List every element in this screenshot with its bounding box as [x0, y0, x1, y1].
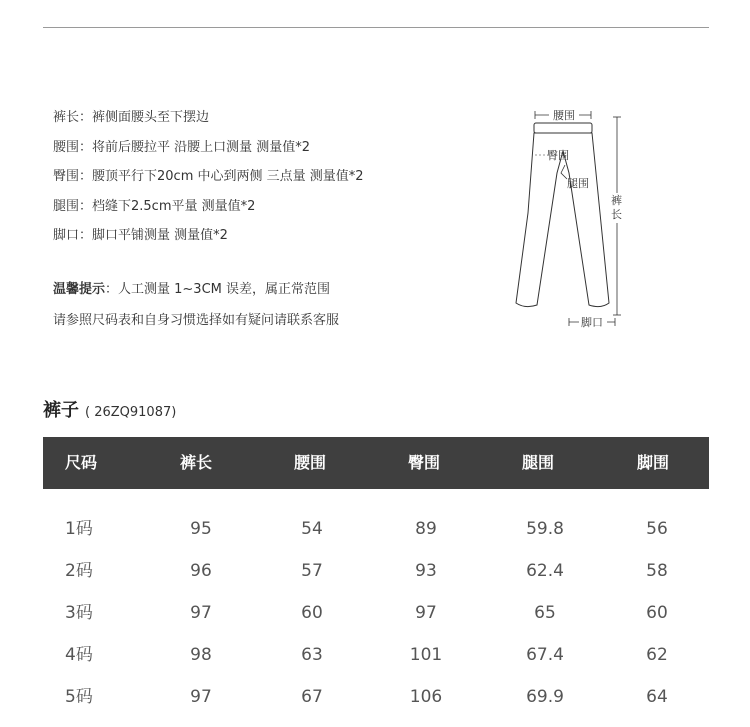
cell-hem: 58 — [646, 561, 668, 581]
product-title — [43, 396, 176, 422]
top-divider — [43, 27, 709, 28]
table-row — [43, 550, 709, 592]
table-row — [43, 634, 709, 676]
cell-hip: 106 — [409, 687, 443, 707]
cell-size: 5码 — [65, 687, 93, 707]
cell-waist: 54 — [301, 519, 323, 539]
cell-length: 95 — [190, 519, 212, 539]
cell-waist: 60 — [301, 603, 323, 623]
cell-waist: 67 — [301, 687, 323, 707]
table-row — [43, 592, 709, 634]
cell-waist: 63 — [301, 645, 323, 665]
cell-hip: 101 — [409, 645, 443, 665]
note-length: 裤长：裤侧面腰头至下摆边 — [53, 110, 210, 125]
measurement-notes — [53, 108, 364, 256]
tip-label: 温馨提示 — [53, 282, 106, 297]
pants-diagram — [505, 103, 635, 333]
size-table-header — [43, 437, 709, 489]
cell-hip: 89 — [415, 519, 437, 539]
note-hem: 脚口：脚口平铺测量 测量值*2 — [53, 228, 228, 243]
cell-hem: 62 — [646, 645, 668, 665]
table-row — [43, 508, 709, 550]
product-name: 裤子 — [43, 400, 79, 421]
length-label-1: 裤 — [611, 194, 622, 207]
tip-line-1 — [53, 280, 339, 311]
cell-hip: 97 — [415, 603, 437, 623]
size-table-body — [43, 508, 709, 718]
header-thigh: 腿围 — [522, 453, 555, 472]
header-waist: 腰围 — [294, 453, 327, 472]
cell-size: 4码 — [65, 645, 93, 665]
header-length: 裤长 — [180, 453, 213, 472]
cell-length: 97 — [190, 687, 212, 707]
hip-label: 臀围 — [547, 149, 569, 162]
thigh-label: 腿围 — [567, 177, 589, 190]
header-size: 尺码 — [65, 453, 98, 472]
cell-length: 96 — [190, 561, 212, 581]
tip-text: ：人工测量 1~3CM 误差，属正常范围 — [105, 282, 331, 297]
note-waist: 腰围：将前后腰拉平 沿腰上口测量 测量值*2 — [53, 139, 311, 155]
cell-length: 97 — [190, 603, 212, 623]
cell-thigh: 67.4 — [526, 645, 564, 665]
cell-size: 1码 — [65, 519, 93, 539]
tip-line-2: 请参照尺码表和自身习惯选择如有疑问请联系客服 — [53, 313, 340, 328]
waistband — [534, 123, 592, 133]
cell-thigh: 62.4 — [526, 561, 564, 581]
length-label-2: 长 — [611, 208, 622, 221]
tip-block — [53, 280, 339, 342]
header-hip: 臀围 — [408, 453, 441, 472]
note-thigh: 腿围：档缝下2.5cm平量 测量值*2 — [53, 198, 256, 214]
cell-waist: 57 — [301, 561, 323, 581]
cell-length: 98 — [190, 645, 212, 665]
table-row — [43, 676, 709, 718]
product-code: ( 26ZQ91087) — [85, 405, 177, 420]
hem-label: 脚口 — [581, 316, 603, 329]
cell-thigh: 59.8 — [526, 519, 564, 539]
cell-size: 3码 — [65, 603, 93, 623]
cell-hem: 60 — [646, 603, 668, 623]
cell-hem: 56 — [646, 519, 668, 539]
cell-size: 2码 — [65, 561, 93, 581]
cell-hem: 64 — [646, 687, 668, 707]
cell-thigh: 65 — [534, 603, 556, 623]
waist-label: 腰围 — [553, 109, 575, 122]
header-hem: 脚围 — [637, 453, 670, 472]
cell-thigh: 69.9 — [526, 687, 564, 707]
note-hip: 臀围：腰顶平行下20cm 中心到两侧 三点量 测量值*2 — [53, 169, 364, 184]
cell-hip: 93 — [415, 561, 437, 581]
